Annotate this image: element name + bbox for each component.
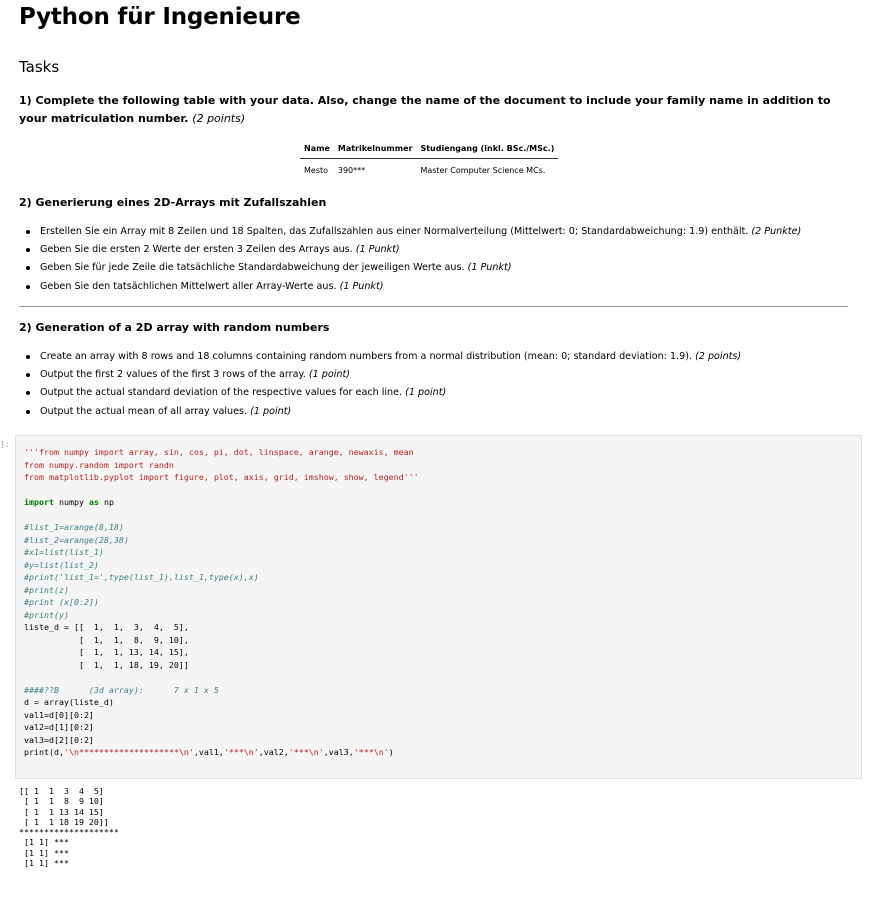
- code-text: numpy: [53, 497, 89, 507]
- code-line: val3=d[2][0:2]: [24, 734, 94, 745]
- list-item: [21, 403, 741, 421]
- code-keyword: import: [24, 497, 54, 507]
- table-row: [300, 159, 558, 180]
- page-title: Python für Ingenieure: [19, 4, 301, 30]
- table-header-name: Name: [300, 140, 334, 159]
- list-item: [21, 366, 741, 384]
- list-item-points: (1 point): [308, 369, 351, 381]
- cell-output: [19, 786, 119, 868]
- table-cell-name: Mesto: [304, 166, 329, 175]
- code-text: ): [388, 747, 394, 757]
- code-comment: #print(z): [24, 584, 69, 595]
- output-line: [1 1] ***: [19, 837, 69, 848]
- code-comment: #print(y): [24, 609, 69, 620]
- list-item: [21, 384, 741, 402]
- output-line: [1 1] ***: [19, 858, 69, 869]
- code-line: [ 1, 1, 18, 19, 20]]: [24, 659, 189, 670]
- student-info-table: [300, 140, 558, 179]
- list-item-points: (1 Punkt): [355, 244, 400, 256]
- table-header-studiengang: Studiengang (inkl. BSc./MSc.): [416, 140, 558, 159]
- question-1-points: (2 points): [192, 112, 246, 125]
- list-item-text: Output the actual standard deviation of the respective values for each line.: [40, 387, 403, 399]
- table-cell-matrikelnummer: 390***: [337, 166, 366, 175]
- code-line: '''from numpy import array, sin, cos, pi, dot, linspace, arange, newaxis, mean: [24, 447, 414, 457]
- output-line: [ 1 1 18 19 20]]: [19, 816, 109, 827]
- list-item-points: (2 points): [695, 351, 742, 362]
- list-item-points: (1 point): [405, 387, 447, 399]
- list-item-text: Geben Sie für jede Zeile die tatsächliche Standardabweichung der jeweiligen Werte aus.: [40, 262, 465, 274]
- output-line: [1 1] ***: [19, 847, 69, 858]
- question-1: [19, 92, 839, 128]
- code-line: from numpy.random import randn: [24, 459, 174, 470]
- list-item: [21, 259, 801, 277]
- output-line: [ 1 1 13 14 15]: [19, 806, 104, 817]
- code-string: '***\n': [223, 747, 259, 757]
- code-string: '\n********************\n': [63, 747, 194, 757]
- code-line: val1=d[0][0:2]: [24, 709, 94, 720]
- output-line: [[ 1 1 3 4 5]: [19, 786, 104, 796]
- question-2-de-heading: 2) Generierung eines 2D-Arrays mit Zufallszahlen: [19, 196, 327, 209]
- question-2-de-list: [21, 223, 801, 296]
- list-item-text: Output the actual mean of all array values.: [40, 405, 248, 417]
- code-line: d = array(liste_d): [24, 697, 114, 707]
- list-item: [21, 241, 801, 259]
- code-text: ,val3,: [323, 747, 354, 757]
- list-item-points: (1 Punkt): [339, 280, 384, 292]
- code-line: val2=d[1][0:2]: [24, 722, 94, 732]
- code-comment: ####??B (3d array): 7 x 1 x 5: [24, 684, 219, 695]
- output-line: [ 1 1 8 9 10]: [19, 796, 104, 807]
- divider: [19, 306, 848, 307]
- cell-prompt: ]:: [0, 440, 10, 449]
- code-line: [ 1, 1, 13, 14, 15],: [24, 647, 189, 657]
- list-item-points: (1 Punkt): [467, 262, 512, 274]
- code-comment: #print('list_1=',type(list_1),list_1,type(x),x): [24, 572, 259, 582]
- code-line: from matplotlib.pyplot import figure, plot, axis, grid, imshow, show, legend''': [24, 472, 419, 482]
- list-item: [21, 348, 741, 366]
- list-item-text: Geben Sie die ersten 2 Werte der ersten 3 Zeilen des Arrays aus.: [40, 244, 353, 256]
- output-line: ********************: [19, 827, 119, 838]
- code-comment: #y=list(list_2): [24, 559, 99, 570]
- code-comment: #print (x[0:2]): [24, 597, 99, 607]
- list-item-text: Create an array with 8 rows and 18 columns containing random numbers from a normal distribution (mean: 0; standard deviation: 1.9).: [40, 351, 692, 362]
- code-comment: #list_1=arange(8,18): [24, 522, 124, 532]
- list-item-text: Output the first 2 values of the first 3 rows of the array.: [40, 369, 306, 381]
- code-text: ,val2,: [258, 747, 289, 757]
- list-item: [21, 278, 801, 296]
- question-1-text: 1) Complete the following table with your data. Also, change the name of the document to include your family name in addition to your matriculation number.: [19, 94, 831, 125]
- code-line: liste_d = [[ 1, 1, 3, 4, 5],: [24, 622, 189, 632]
- code-text: np: [98, 497, 114, 507]
- table-cell-studiengang: Master Computer Science MCs.: [420, 166, 546, 175]
- code-comment: #x1=list(list_1): [24, 547, 104, 557]
- tasks-heading: Tasks: [19, 58, 60, 76]
- list-item: [21, 223, 801, 241]
- code-keyword: as: [88, 497, 99, 507]
- table-header-row: [300, 140, 558, 159]
- list-item-text: Geben Sie den tatsächlichen Mittelwert aller Array-Werte aus.: [40, 280, 337, 292]
- list-item-text: Erstellen Sie ein Array mit 8 Zeilen und 18 Spalten, das Zufallszahlen aus einer Normalverteilung (Mittelwert: 0; Standardabweichung: 1.9) enthält.: [40, 226, 749, 237]
- code-text: ,val1,: [193, 747, 224, 757]
- question-2-en-heading: 2) Generation of a 2D array with random numbers: [19, 321, 330, 334]
- table-header-matrikelnummer: Matrikelnummer: [334, 140, 417, 159]
- code-string: '***\n': [288, 747, 324, 757]
- code-comment: #list_2=arange(28,38): [24, 534, 129, 545]
- code-editor[interactable]: [24, 446, 419, 759]
- question-2-en-list: [21, 348, 741, 421]
- code-string: '***\n': [353, 747, 389, 757]
- list-item-points: (2 Punkte): [751, 226, 802, 237]
- code-line: [ 1, 1, 8, 9, 10],: [24, 634, 189, 645]
- code-cell[interactable]: [15, 435, 862, 779]
- list-item-points: (1 point): [250, 405, 292, 417]
- code-text: print(d,: [24, 747, 64, 757]
